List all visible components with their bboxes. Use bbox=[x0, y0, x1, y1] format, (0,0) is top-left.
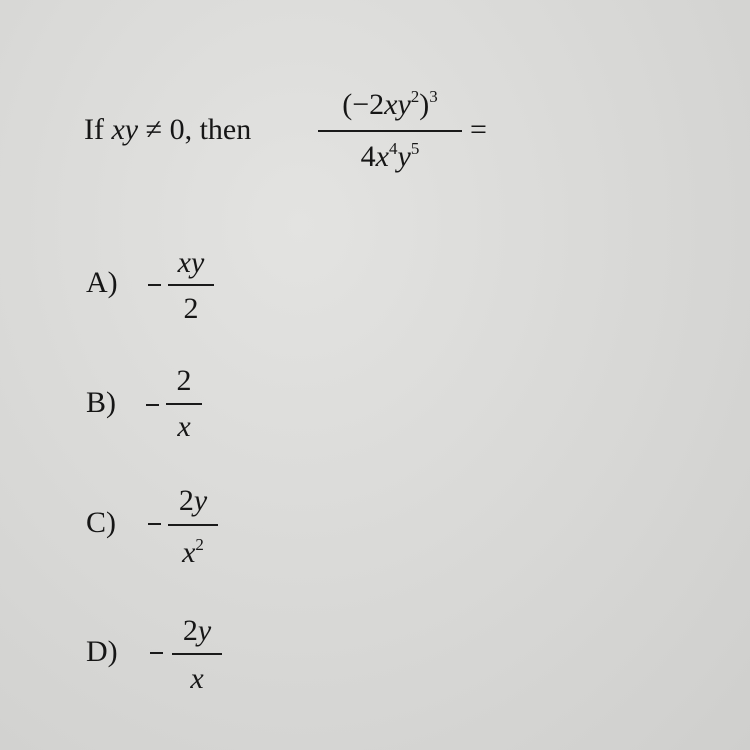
numerator-xy: xy bbox=[384, 88, 411, 121]
question-if-text: If bbox=[84, 113, 112, 146]
choice-b-fraction-bar bbox=[166, 403, 202, 405]
choice-b-denominator: x bbox=[177, 410, 191, 443]
question-xy-variable: xy bbox=[111, 113, 139, 146]
choice-a-label: A) bbox=[86, 266, 118, 299]
choice-a-fraction bbox=[168, 244, 214, 324]
question-numerator bbox=[318, 87, 462, 121]
question-not-zero-text: ≠ 0 bbox=[138, 113, 185, 146]
question-equals-sign: = bbox=[470, 113, 487, 146]
choice-a-fraction-bar bbox=[168, 284, 214, 286]
choice-b-numerator: 2 bbox=[176, 364, 192, 397]
choice-b-fraction bbox=[166, 362, 202, 446]
choice-a-denominator: 2 bbox=[183, 292, 199, 325]
choice-c-label: C) bbox=[86, 506, 116, 539]
numerator-outer-exponent: 3 bbox=[429, 87, 438, 106]
denominator-y-exponent: 5 bbox=[410, 139, 420, 158]
choice-a-numerator: xy bbox=[177, 246, 205, 279]
choice-d-numerator-coef: 2 bbox=[182, 614, 198, 647]
choice-d-denominator: x bbox=[190, 662, 204, 695]
choice-d-fraction bbox=[172, 612, 222, 696]
question-then-text: , then bbox=[184, 113, 252, 146]
question-fraction-bar bbox=[318, 130, 462, 132]
denominator-x: x bbox=[375, 140, 389, 173]
choice-a-minus-sign bbox=[148, 284, 161, 286]
choice-d-label: D) bbox=[86, 635, 118, 668]
choice-c-denominator-var: x bbox=[182, 536, 196, 569]
denominator-coefficient: 4 bbox=[360, 140, 376, 173]
choice-c-fraction-bar bbox=[168, 524, 218, 526]
choice-c-denominator bbox=[168, 535, 218, 569]
choice-d-minus-sign bbox=[150, 652, 163, 654]
choice-b-label: B) bbox=[86, 386, 116, 419]
choice-c-denominator-exponent: 2 bbox=[195, 535, 204, 554]
denominator-y: y bbox=[397, 140, 411, 173]
numerator-open-paren: (−2 bbox=[342, 88, 385, 121]
question-denominator bbox=[318, 139, 462, 173]
choice-c-numerator-coef: 2 bbox=[178, 484, 194, 517]
choice-b-minus-sign bbox=[146, 404, 159, 406]
numerator-close-paren: ) bbox=[419, 88, 430, 121]
denominator-x-exponent: 4 bbox=[389, 139, 398, 158]
choice-d-fraction-bar bbox=[172, 653, 222, 655]
choice-d-numerator-var: y bbox=[197, 614, 212, 647]
choice-c-numerator bbox=[168, 486, 218, 516]
question-prefix bbox=[84, 115, 251, 145]
numerator-inner-exponent: 2 bbox=[410, 87, 420, 106]
question-fraction bbox=[318, 84, 462, 194]
choice-c-numerator-var: y bbox=[193, 484, 208, 517]
choice-c-fraction bbox=[168, 482, 218, 578]
choice-d-numerator bbox=[172, 616, 222, 646]
choice-c-minus-sign bbox=[148, 523, 161, 525]
